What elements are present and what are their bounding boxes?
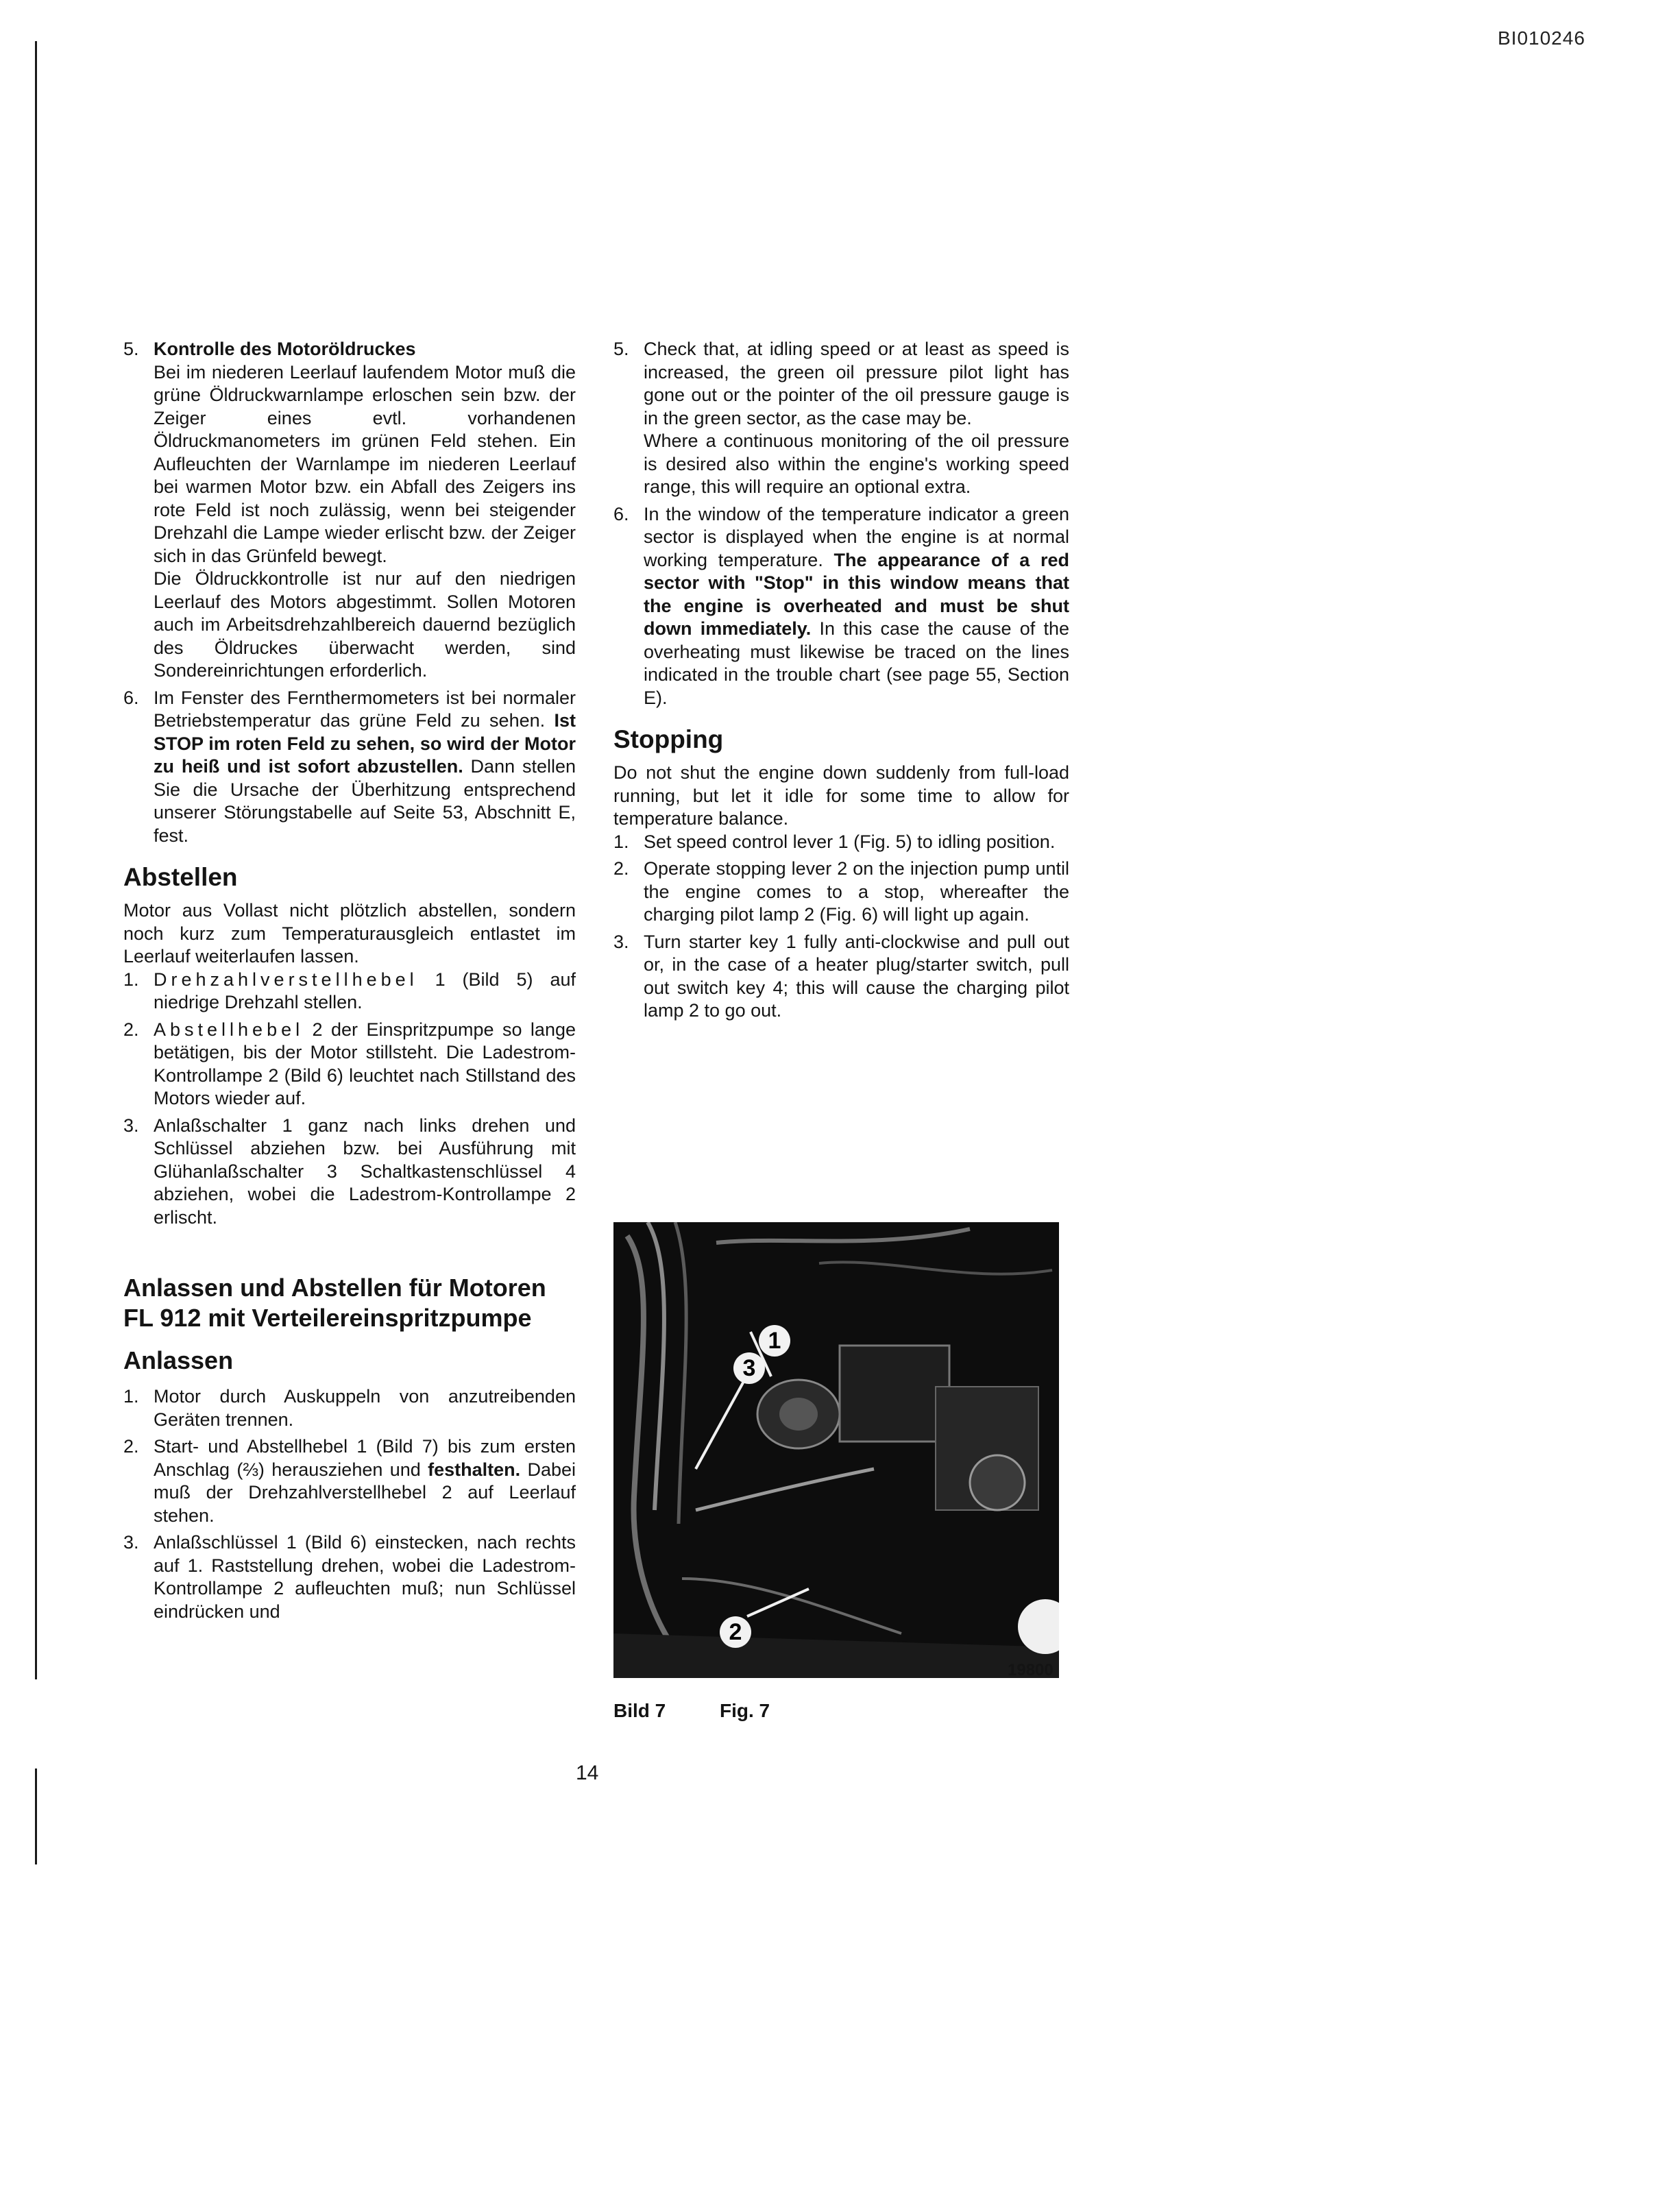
figure-caption-de: Bild 7 bbox=[613, 1700, 666, 1721]
text-run: Dann stellen Sie die Ursache der Überhitzung entsprechend unserer Störungstabelle auf Seite 53, Abschnitt E, fest. bbox=[154, 756, 576, 846]
item-number: 1. bbox=[123, 1386, 139, 1407]
item-number: 3. bbox=[123, 1115, 139, 1136]
section-heading: Abstellen bbox=[123, 863, 238, 891]
section-heading: Stopping bbox=[613, 725, 724, 753]
paragraph: Bei im niederen Leerlauf laufendem Motor muß die grüne Öldruckwarnlampe erloschen sein bzw. der Zeiger eines evtl. vorhandenen Öldruckmanometers im grünen Feld stehen. Ein Aufleuchten der Warnlampe im niederen Leerlauf bei warmen Motor bzw. ein Abfall des Zeigers ins rote Feld ist noch zulässig, wenn bei steigender Drehzahl die Lampe wieder erlischt bzw. der Zeiger sich in das Grünfeld bewegt. bbox=[154, 361, 576, 566]
text-run: 2 der Einspritzpumpe so lange betätigen, bis der Motor stillsteht. Die Ladestrom-Kontrollampe 2 (Bild 6) leuchtet nach Stillstand des Motors wieder auf. bbox=[154, 1019, 576, 1108]
section-intro: Do not shut the engine down suddenly from full-load running, but let it idle for some time to allow for temperature balance. bbox=[613, 762, 1069, 829]
paragraph: Anlaßschalter 1 ganz nach links drehen und Schlüssel abziehen bzw. bei Ausführung mit Glühanlaßschalter 3 Schaltkastenschlüssel 4 abziehen, wobei die Ladestrom-Kontrollampe 2 erlischt. bbox=[154, 1115, 576, 1228]
paragraph: Operate stopping lever 2 on the injection pump until the engine comes to a stop, whereafter the charging pilot lamp 2 (Fig. 6) will light up again. bbox=[644, 858, 1069, 925]
list-item bbox=[613, 503, 1069, 710]
item-number: 1. bbox=[123, 969, 139, 990]
item-number: 6. bbox=[613, 503, 629, 524]
paragraph: Anlaßschlüssel 1 (Bild 6) einstecken, nach rechts auf 1. Raststellung drehen, wobei die Ladestrom-Kontrollampe 2 aufleuchten muß; nun Schlüssel eindrücken und bbox=[154, 1532, 576, 1622]
paragraph: Set speed control lever 1 (Fig. 5) to idling position. bbox=[644, 831, 1056, 852]
engine-photo-illustration bbox=[613, 1222, 1059, 1678]
list-item bbox=[613, 931, 1069, 1023]
item-number: 1. bbox=[613, 831, 629, 852]
spaced-term: Abstellhebel bbox=[154, 1019, 304, 1040]
item-title: Kontrolle des Motoröldruckes bbox=[154, 339, 416, 359]
list-item bbox=[123, 1385, 576, 1431]
german-column bbox=[123, 338, 576, 1623]
text-run: In this case the cause of the overheating must likewise be traced on the lines indicated in the trouble chart (see page 55, Section E). bbox=[644, 618, 1069, 708]
list-item bbox=[123, 1531, 576, 1623]
warning-text: Ist STOP im roten Feld zu sehen, so wird der Motor zu heiß und ist sofort abzustellen. bbox=[154, 710, 576, 777]
list-item bbox=[123, 687, 576, 848]
text-run: Im Fenster des Fernthermometers ist bei normaler Betriebstemperatur das grüne Feld zu sehen. bbox=[154, 687, 576, 731]
item-number: 2. bbox=[123, 1436, 139, 1457]
spaced-term: Drehzahlverstellhebel bbox=[154, 969, 418, 990]
subsection-heading: Anlassen bbox=[123, 1346, 234, 1374]
paragraph bbox=[154, 969, 576, 1014]
paragraph: Where a continuous monitoring of the oil pressure is desired also within the engine's working speed range, this will require an optional extra. bbox=[644, 430, 1069, 497]
scan-edge-line bbox=[35, 41, 37, 1679]
item-number: 6. bbox=[123, 687, 139, 708]
list-item bbox=[123, 1115, 576, 1230]
list-item bbox=[613, 338, 1069, 499]
paragraph: Motor durch Auskuppeln von anzutreibenden Geräten trennen. bbox=[154, 1386, 576, 1430]
text-run: In the window of the temperature indicator a green sector is displayed when the engine is at normal working temperature. bbox=[644, 503, 1069, 570]
document-id: BI010246 bbox=[1498, 27, 1585, 49]
text-run: 1 (Bild 5) auf niedrige Drehzahl stellen. bbox=[154, 969, 576, 1012]
figure-code: 19800 bbox=[1008, 1661, 1054, 1679]
paragraph bbox=[154, 1019, 576, 1110]
text-run: Start- und Abstellhebel 1 (Bild 7) bis zum ersten Anschlag (⅔) herausziehen und bbox=[154, 1436, 576, 1480]
paragraph bbox=[644, 503, 1069, 710]
figure-caption-en: Fig. 7 bbox=[720, 1700, 770, 1721]
figure-callout-1: 1 bbox=[759, 1325, 790, 1357]
item-number: 2. bbox=[123, 1019, 139, 1040]
list-item bbox=[123, 969, 576, 1014]
paragraph: Turn starter key 1 fully anti-clockwise and pull out or, in the case of a heater plug/starter switch, pull out switch key 4; this will cause the charging pilot lamp 2 to go out. bbox=[644, 931, 1069, 1021]
figure-callout-3: 3 bbox=[733, 1352, 765, 1384]
section-heading-fl912: Anlassen und Abstellen für Motoren FL 912 mit Verteilereinspritzpumpe bbox=[123, 1274, 546, 1332]
section-intro: Motor aus Vollast nicht plötzlich abstellen, sondern noch kurz zum Temperaturausgleich entlastet im Leerlauf weiterlaufen lassen. bbox=[123, 900, 576, 967]
figure-callout-2: 2 bbox=[720, 1616, 751, 1648]
english-column bbox=[613, 338, 1069, 1023]
list-item bbox=[613, 858, 1069, 927]
paragraph: Die Öldruckkontrolle ist nur auf den niedrigen Leerlauf des Motors abgestimmt. Sollen Motoren auch im Arbeitsdrehzahlbereich dauernd bezüglich des Öldruckes überwacht werden, sind Sondereinrichtungen erforderlich. bbox=[154, 568, 576, 681]
list-item bbox=[123, 1019, 576, 1110]
bold-text: festhalten. bbox=[428, 1459, 521, 1480]
list-item bbox=[123, 1435, 576, 1527]
item-number: 3. bbox=[613, 931, 629, 952]
list-item bbox=[613, 831, 1069, 854]
paragraph bbox=[154, 687, 576, 848]
engine-photo bbox=[613, 1222, 1059, 1678]
item-number: 3. bbox=[123, 1532, 139, 1553]
paragraph bbox=[154, 1435, 576, 1527]
paragraph: Check that, at idling speed or at least as speed is increased, the green oil pressure pilot light has gone out or the pointer of the oil pressure gauge is in the green sector, as the case may be. bbox=[644, 339, 1069, 428]
warning-text: The appearance of a red sector with "Stop" in this window means that the engine is overheated and must be shut down immediately. bbox=[644, 549, 1069, 639]
page-number: 14 bbox=[576, 1762, 599, 1784]
text-run: Dabei muß der Drehzahlverstellhebel 2 auf Leerlauf stehen. bbox=[154, 1459, 576, 1526]
list-item bbox=[123, 338, 576, 683]
item-number: 5. bbox=[123, 339, 139, 359]
item-number: 2. bbox=[613, 858, 629, 879]
item-number: 5. bbox=[613, 339, 629, 359]
scan-edge-line-lower bbox=[35, 1768, 37, 1864]
